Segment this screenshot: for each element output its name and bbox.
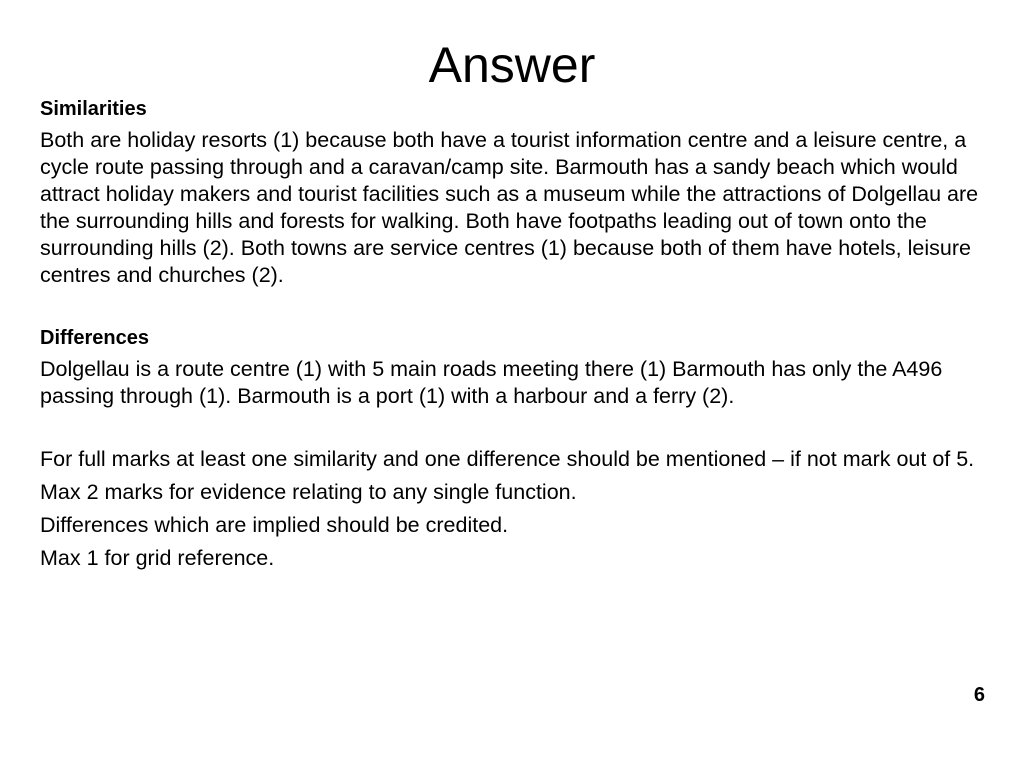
slide-title: Answer <box>428 37 596 93</box>
differences-text: Dolgellau is a route centre (1) with 5 main roads meeting there (1) Barmouth has only the A496 passing through (1). Barmouth is a port (1) with a harbour and a ferry (2). <box>40 357 943 408</box>
marking-note: Max 1 for grid reference. <box>40 546 275 570</box>
marking-note: Differences which are implied should be credited. <box>40 513 509 537</box>
section-spacer <box>40 416 992 446</box>
similarities-text: Both are holiday resorts (1) because both have a tourist information centre and a leisure centre, a cycle route passing through and a caravan/camp site. Barmouth has a sandy beach which would attract holiday makers and tourist facilities such as a museum while the attractions of Dolgellau are the surrounding hills and forests for walking. Both have footpaths leading out of town onto the surrounding hills (2). Both towns are service centres (1) because both of them have hotels, leisure centres and churches (2). <box>40 128 979 287</box>
similarities-heading: Similarities <box>40 98 147 120</box>
section-spacer <box>40 295 992 325</box>
slide-number: 6 <box>973 684 985 706</box>
slide-content <box>40 96 992 578</box>
marking-note: For full marks at least one similarity and one difference should be mentioned – if not mark out of 5. <box>40 447 975 471</box>
differences-heading: Differences <box>40 327 149 349</box>
marking-note: Max 2 marks for evidence relating to any single function. <box>40 480 577 504</box>
